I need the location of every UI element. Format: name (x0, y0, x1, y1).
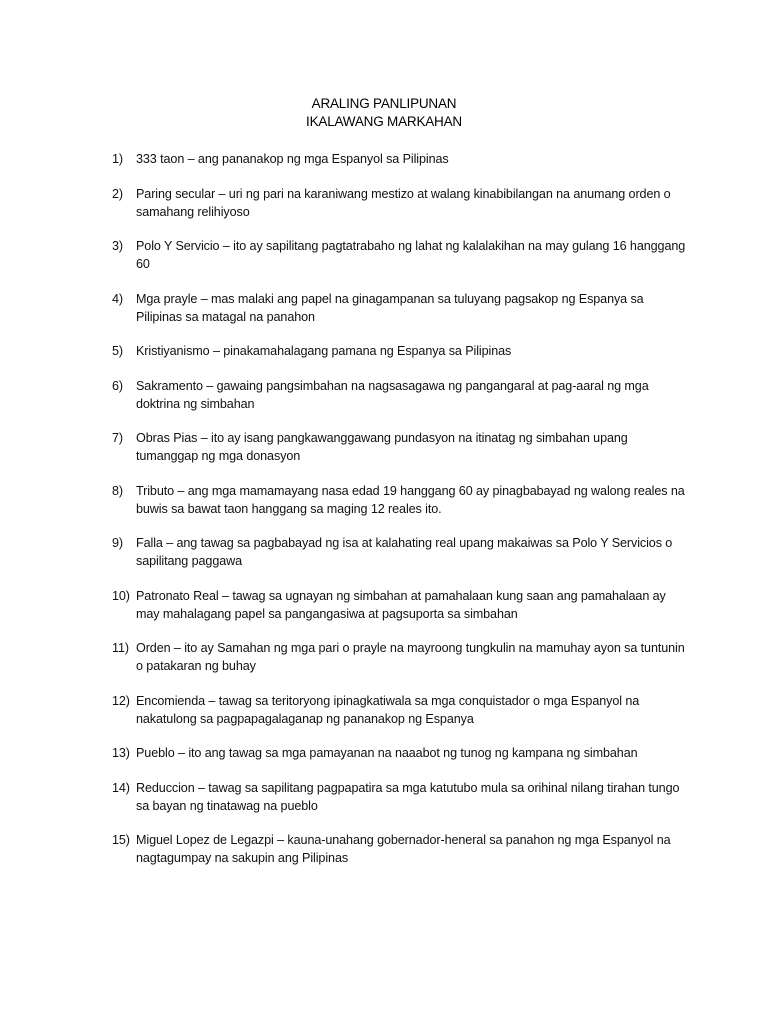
item-text: Sakramento – gawaing pangsimbahan na nagsasagawa ng pangangaral at pag-aaral ng mga doktrina ng simbahan (136, 378, 649, 411)
list-item (112, 534, 692, 570)
list-item (112, 587, 692, 623)
item-text: Encomienda – tawag sa teritoryong ipinagkatiwala sa mga conquistador o mga Espanyol na nakatulong sa pagpapagalaganap ng pananakop ng Espanya (136, 693, 640, 726)
item-text: Obras Pias – ito ay isang pangkawanggawang pundasyon na itinatag ng simbahan upang tumanggap ng mga donasyon (136, 431, 628, 463)
item-text: Polo Y Servicio – ito ay sapilitang pagtatrabaho ng lahat ng kalalakihan na may gulang 16 hanggang 60 (136, 239, 686, 271)
list-item (112, 237, 692, 273)
item-number: 5) (112, 344, 123, 358)
list-item (112, 377, 692, 413)
list-item (112, 429, 692, 465)
item-text: Kristiyanismo – pinakamahalagang pamana ng Espanya sa Pilipinas (136, 344, 512, 358)
item-text: Reduccion – tawag sa sapilitang pagpapatira sa mga katutubo mula sa orihinal nilang tirahan tungo sa bayan ng tinatawag na pueblo (136, 780, 680, 813)
list-item (112, 185, 692, 221)
item-text: Tributo – ang mga mamamayang nasa edad 19 hanggang 60 ay pinagbabayad ng walong reales na buwis sa bawat taon hanggang sa maging 12 reales ito. (136, 483, 685, 516)
item-number: 2) (112, 186, 123, 201)
item-number: 6) (112, 378, 123, 393)
item-number: 7) (112, 431, 123, 445)
item-text: Paring secular – uri ng pari na karaniwang mestizo at walang kinabibilangan na anumang orden o samahang relihiyoso (136, 186, 671, 219)
document-title (0, 95, 768, 131)
item-number: 10) (112, 588, 130, 603)
item-number: 1) (112, 152, 123, 166)
item-number: 4) (112, 291, 123, 306)
title-line-1: ARALING PANLIPUNAN (311, 96, 457, 111)
item-text: Orden – ito ay Samahan ng mga pari o prayle na mayroong tungkulin na mamuhay ayon sa tuntunin o patakaran ng buhay (136, 641, 685, 673)
item-text: Patronato Real – tawag sa ugnayan ng simbahan at pamahalaan kung saan ang pamahalaan ay may mahalagang papel sa pangangasiwa at pagsuporta sa simbahan (136, 588, 666, 621)
list-item (112, 150, 692, 168)
item-number: 15) (112, 833, 130, 847)
list-item (112, 779, 692, 815)
item-number: 14) (112, 780, 130, 795)
list-item (112, 744, 692, 762)
item-number: 3) (112, 239, 123, 253)
list-item (112, 692, 692, 728)
list-item (112, 290, 692, 326)
item-number: 13) (112, 746, 130, 760)
item-text: Pueblo – ito ang tawag sa mga pamayanan na naaabot ng tunog ng kampana ng simbahan (136, 746, 638, 760)
term-list (112, 150, 692, 884)
list-item (112, 342, 692, 360)
item-text: Miguel Lopez de Legazpi – kauna-unahang gobernador-heneral sa panahon ng mga Espanyol na nagtagumpay na sakupin ang Pilipinas (136, 833, 671, 865)
item-text: 333 taon – ang pananakop ng mga Espanyol sa Pilipinas (136, 152, 449, 166)
item-number: 12) (112, 693, 130, 708)
item-number: 9) (112, 536, 123, 550)
item-number: 11) (112, 641, 129, 655)
list-item (112, 482, 692, 518)
list-item (112, 831, 692, 867)
item-text: Mga prayle – mas malaki ang papel na ginagampanan sa tuluyang pagsakop ng Espanya sa Pilipinas sa matagal na panahon (136, 291, 644, 324)
title-line-2: IKALAWANG MARKAHAN (306, 114, 462, 129)
list-item (112, 639, 692, 675)
item-number: 8) (112, 483, 123, 498)
item-text: Falla – ang tawag sa pagbabayad ng isa at kalahating real upang makaiwas sa Polo Y Servicios o sapilitang paggawa (136, 536, 673, 568)
